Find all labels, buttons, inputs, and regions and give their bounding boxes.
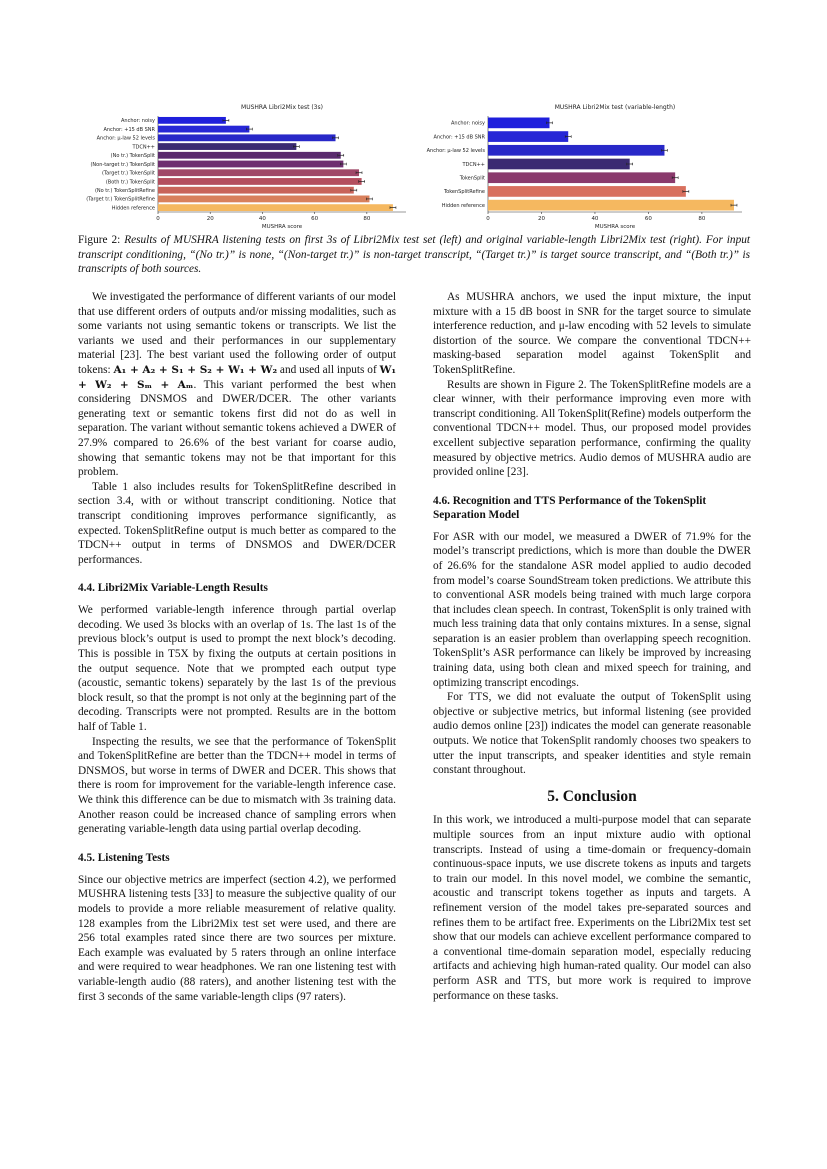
bar [158, 196, 369, 203]
category-label: Anchor: noisy [451, 120, 485, 127]
bar [488, 145, 664, 156]
bar [488, 200, 734, 211]
category-label: TDCN++ [132, 144, 155, 151]
x-axis-label: MUSHRA score [261, 224, 303, 230]
category-label: TokenSplit [459, 175, 485, 182]
x-tick-label: 40 [591, 216, 599, 222]
bar [158, 117, 226, 124]
chart-mushra-variable-length [414, 100, 750, 232]
chart-mushra-3s [78, 100, 414, 232]
section-heading-conclusion: 5. Conclusion [547, 787, 637, 805]
bar [158, 178, 362, 185]
bar [488, 118, 549, 129]
paragraph-text: and used all inputs of [277, 363, 380, 376]
bar [158, 204, 393, 211]
paragraph-table1: Table 1 also includes results for TokenSplitRefine described in section 3.4, with or without transcript conditioning. Notice that transcript conditioning improves performance significantly, as expected. TokenSplitRefine output is much better as compared to the TDCN++ output in terms of DNSMOS and DWER/DCER performances. [78, 480, 396, 566]
x-axis-label: MUSHRA score [594, 224, 636, 230]
category-label: TokenSplitRefine [443, 189, 485, 196]
category-label: Anchor: μ-law 52 levels [96, 135, 155, 142]
x-tick-label: 20 [206, 216, 214, 222]
paragraph-variable-length: We performed variable-length inference through partial overlap decoding. We used 3s blocks with an overlap of 1s. The last 1s of the previous block’s output is used to prompt the next block’s decoding. This is possible in T5X by fixing the outputs at certain positions in the output sequence. Note that we prompted each output type (acoustic, semantic tokens) separately by the last 1s of the previous block result, so that the prompt is not only at the beginning part of the decoding. Transcripts were not prompted. Results are in the bottom half of Table 1. [78, 604, 396, 734]
bar [158, 187, 354, 194]
bar [158, 126, 249, 133]
category-label: Anchor: +15 dB SNR [103, 126, 155, 133]
equation-output-order: A₁ + A₂ + S₁ + S₂ + W₁ + W₂ [113, 363, 278, 376]
category-label: Anchor: μ-law 52 levels [426, 148, 485, 155]
category-label: (Target tr.) TokenSplit [101, 170, 155, 177]
section-heading-4-6: 4.6. Recognition and TTS Performance of the TokenSplit Separation Model [433, 494, 707, 521]
right-column [433, 290, 751, 1003]
category-label: TDCN++ [462, 161, 485, 168]
bar [158, 134, 336, 141]
category-label: (No tr.) TokenSplitRefine [94, 187, 155, 194]
x-tick-label: 40 [258, 216, 266, 222]
paragraph-listening: Since our objective metrics are imperfect (section 4.2), we performed MUSHRA listening tests [33] to measure the subjective quality of our models to provide a more reliable measurement of relative quality. 128 examples from the Libri2Mix test set were used, and there are 256 total examples rated since there are two sources per mixture. Each example was evaluated by 5 raters through an online interface and were required to wear headphones. We ran one listening test with variable-length audio (88 raters), and another listening test with the first 3 seconds of the same variable-length clips (97 raters). [78, 873, 396, 1003]
bar [158, 161, 343, 168]
category-label: Hidden reference [441, 202, 485, 209]
paragraph-variants [78, 290, 396, 480]
x-tick-label: 80 [363, 216, 371, 222]
x-tick-label: 60 [644, 216, 652, 222]
bar [488, 186, 686, 197]
x-tick-label: 80 [698, 216, 706, 222]
paragraph-results: Results are shown in Figure 2. The TokenSplitRefine models are a clear winner, with their performance improving even more with transcript conditioning. All TokenSplit(Refine) models outperform the conventional TDCN++ model. Thus, our proposed model provides excellent subjective separation performance, confirming the quality measured by objective metrics. Audio demos of MUSHRA audio are provided online [23]. [433, 378, 751, 479]
section-heading-4-4: 4.4. Libri2Mix Variable-Length Results [78, 582, 268, 595]
category-label: Hidden reference [111, 205, 155, 212]
equation-inputs: W₁ + W₂ + Sₘ + Aₘ [78, 363, 396, 391]
category-label: Anchor: +15 dB SNR [433, 134, 485, 141]
section-heading-4-5: 4.5. Listening Tests [78, 851, 170, 864]
bar [488, 172, 675, 183]
x-tick-label: 20 [537, 216, 545, 222]
chart-title: MUSHRA Libri2Mix test (variable-length) [554, 104, 676, 111]
category-label: (Non-target tr.) TokenSplit [90, 161, 155, 168]
category-label: (No tr.) TokenSplit [110, 153, 155, 160]
figure-caption [78, 233, 750, 277]
x-tick-label: 0 [156, 216, 160, 222]
bar [158, 143, 296, 150]
bar [488, 159, 630, 170]
category-label: Anchor: noisy [121, 118, 155, 125]
bar [488, 131, 568, 142]
left-column [78, 290, 396, 1004]
category-label: (Both tr.) TokenSplit [105, 179, 155, 186]
paragraph-conclusion: In this work, we introduced a multi-purpose model that can separate multiple sources from an input mixture audio with optional transcripts. Instead of using a time-domain or frequency-domain continuous-space inputs, we use discrete tokens as inputs and targets to train our model. In this novel model, we combine the semantic, acoustic and transcript tokens together as inputs and targets. A refinement version of the model takes pre-separated sources and refines them to be artifact free. Experiments on the Libri2Mix test set show that our models can achieve excellent performance compared to a conventional time-domain separation model, especially reducing artifacts and achieving high human-rated quality. Our model can also perform ASR and TTS, but more work is required to improve performance on these tasks. [433, 814, 751, 1002]
paragraph-text: We investigated the performance of different variants of our model that use different orders of outputs and/or missing modalities, such as some variants not using semantic tokens or transcripts. We list the variants we used and their performances in our supplementary material [23]. The best variant used the following order of output tokens: [78, 291, 396, 376]
x-tick-label: 0 [486, 216, 490, 222]
paragraph-text: . This variant performed the best when considering DNSMOS and DWER/DCER. The other variants generating text or semantic tokens first did not do as well in separation. The variant without semantic tokens achieved a DWER of 27.9% compared to 26.6% of the best variant for coarse audio, showing that semantic tokens may not be that important for this problem. [78, 378, 397, 479]
caption-text: Results of MUSHRA listening tests on first 3s of Libri2Mix test set (left) and original variable-length Libri2Mix test (right). For input transcript conditioning, “(No tr.)” is none, “(Non-target tr.)” is non-target transcript, “(Target tr.)” is target source transcript, and “(Both tr.)” is transcripts of both sources. [78, 234, 751, 276]
paragraph-anchors: As MUSHRA anchors, we used the input mixture, the input mixture with a 15 dB boost in SNR for the target source to simulate interference reduction, and μ-law encoding with 52 levels to simulate distortion of the source. We compare the conventional TDCN++ masking-based separation model against TokenSplit and TokenSplitRefine. [433, 291, 751, 376]
bar [158, 169, 359, 176]
category-label: (Target tr.) TokenSplitRefine [86, 196, 155, 203]
paragraph-tts: For TTS, we did not evaluate the output of TokenSplit using objective or subjective metrics, but informal listening (see provided audio demos online [23]) indicates the model can generate reasonable outputs. We notice that TokenSplit randomly chooses two speakers to utter the input transcripts, and speaker identities and style remain constant throughout. [433, 691, 751, 777]
figure-2 [78, 100, 750, 232]
caption-label: Figure 2: [78, 234, 121, 246]
x-tick-label: 60 [311, 216, 319, 222]
paragraph-asr: For ASR with our model, we measured a DWER of 71.9% for the model’s transcript predictions, which is more than double the DWER of 26.6% for the standalone ASR model applied to audio decoded from model’s coarse SoundStream token predictions. We attribute this to conventional ASR models being trained with much large corpora that includes clean speech. In contrast, TokenSplit is only trained with much less training data that only contains mixtures. In a sense, signal separation is an easier problem than overlapping speech recognition. TokenSplit’s ASR performance can likely be improved by increasing training data, using both clean and mixed speech for training, and optimizing transcript encodings. [433, 530, 751, 689]
chart-title: MUSHRA Libri2Mix test (3s) [241, 104, 323, 111]
paragraph-inspecting: Inspecting the results, we see that the performance of TokenSplit and TokenSplitRefine are better than the TDCN++ model in terms of DNSMOS, but worse in terms of DWER and DCER. This shows that there is room for improvement for the variable-length inference case. We think this difference can be due to mismatch with 3s training data. Another reason could be increased chance of sampling errors when generating variable-length data using partial overlap decoding. [78, 735, 396, 836]
bar [158, 152, 341, 159]
